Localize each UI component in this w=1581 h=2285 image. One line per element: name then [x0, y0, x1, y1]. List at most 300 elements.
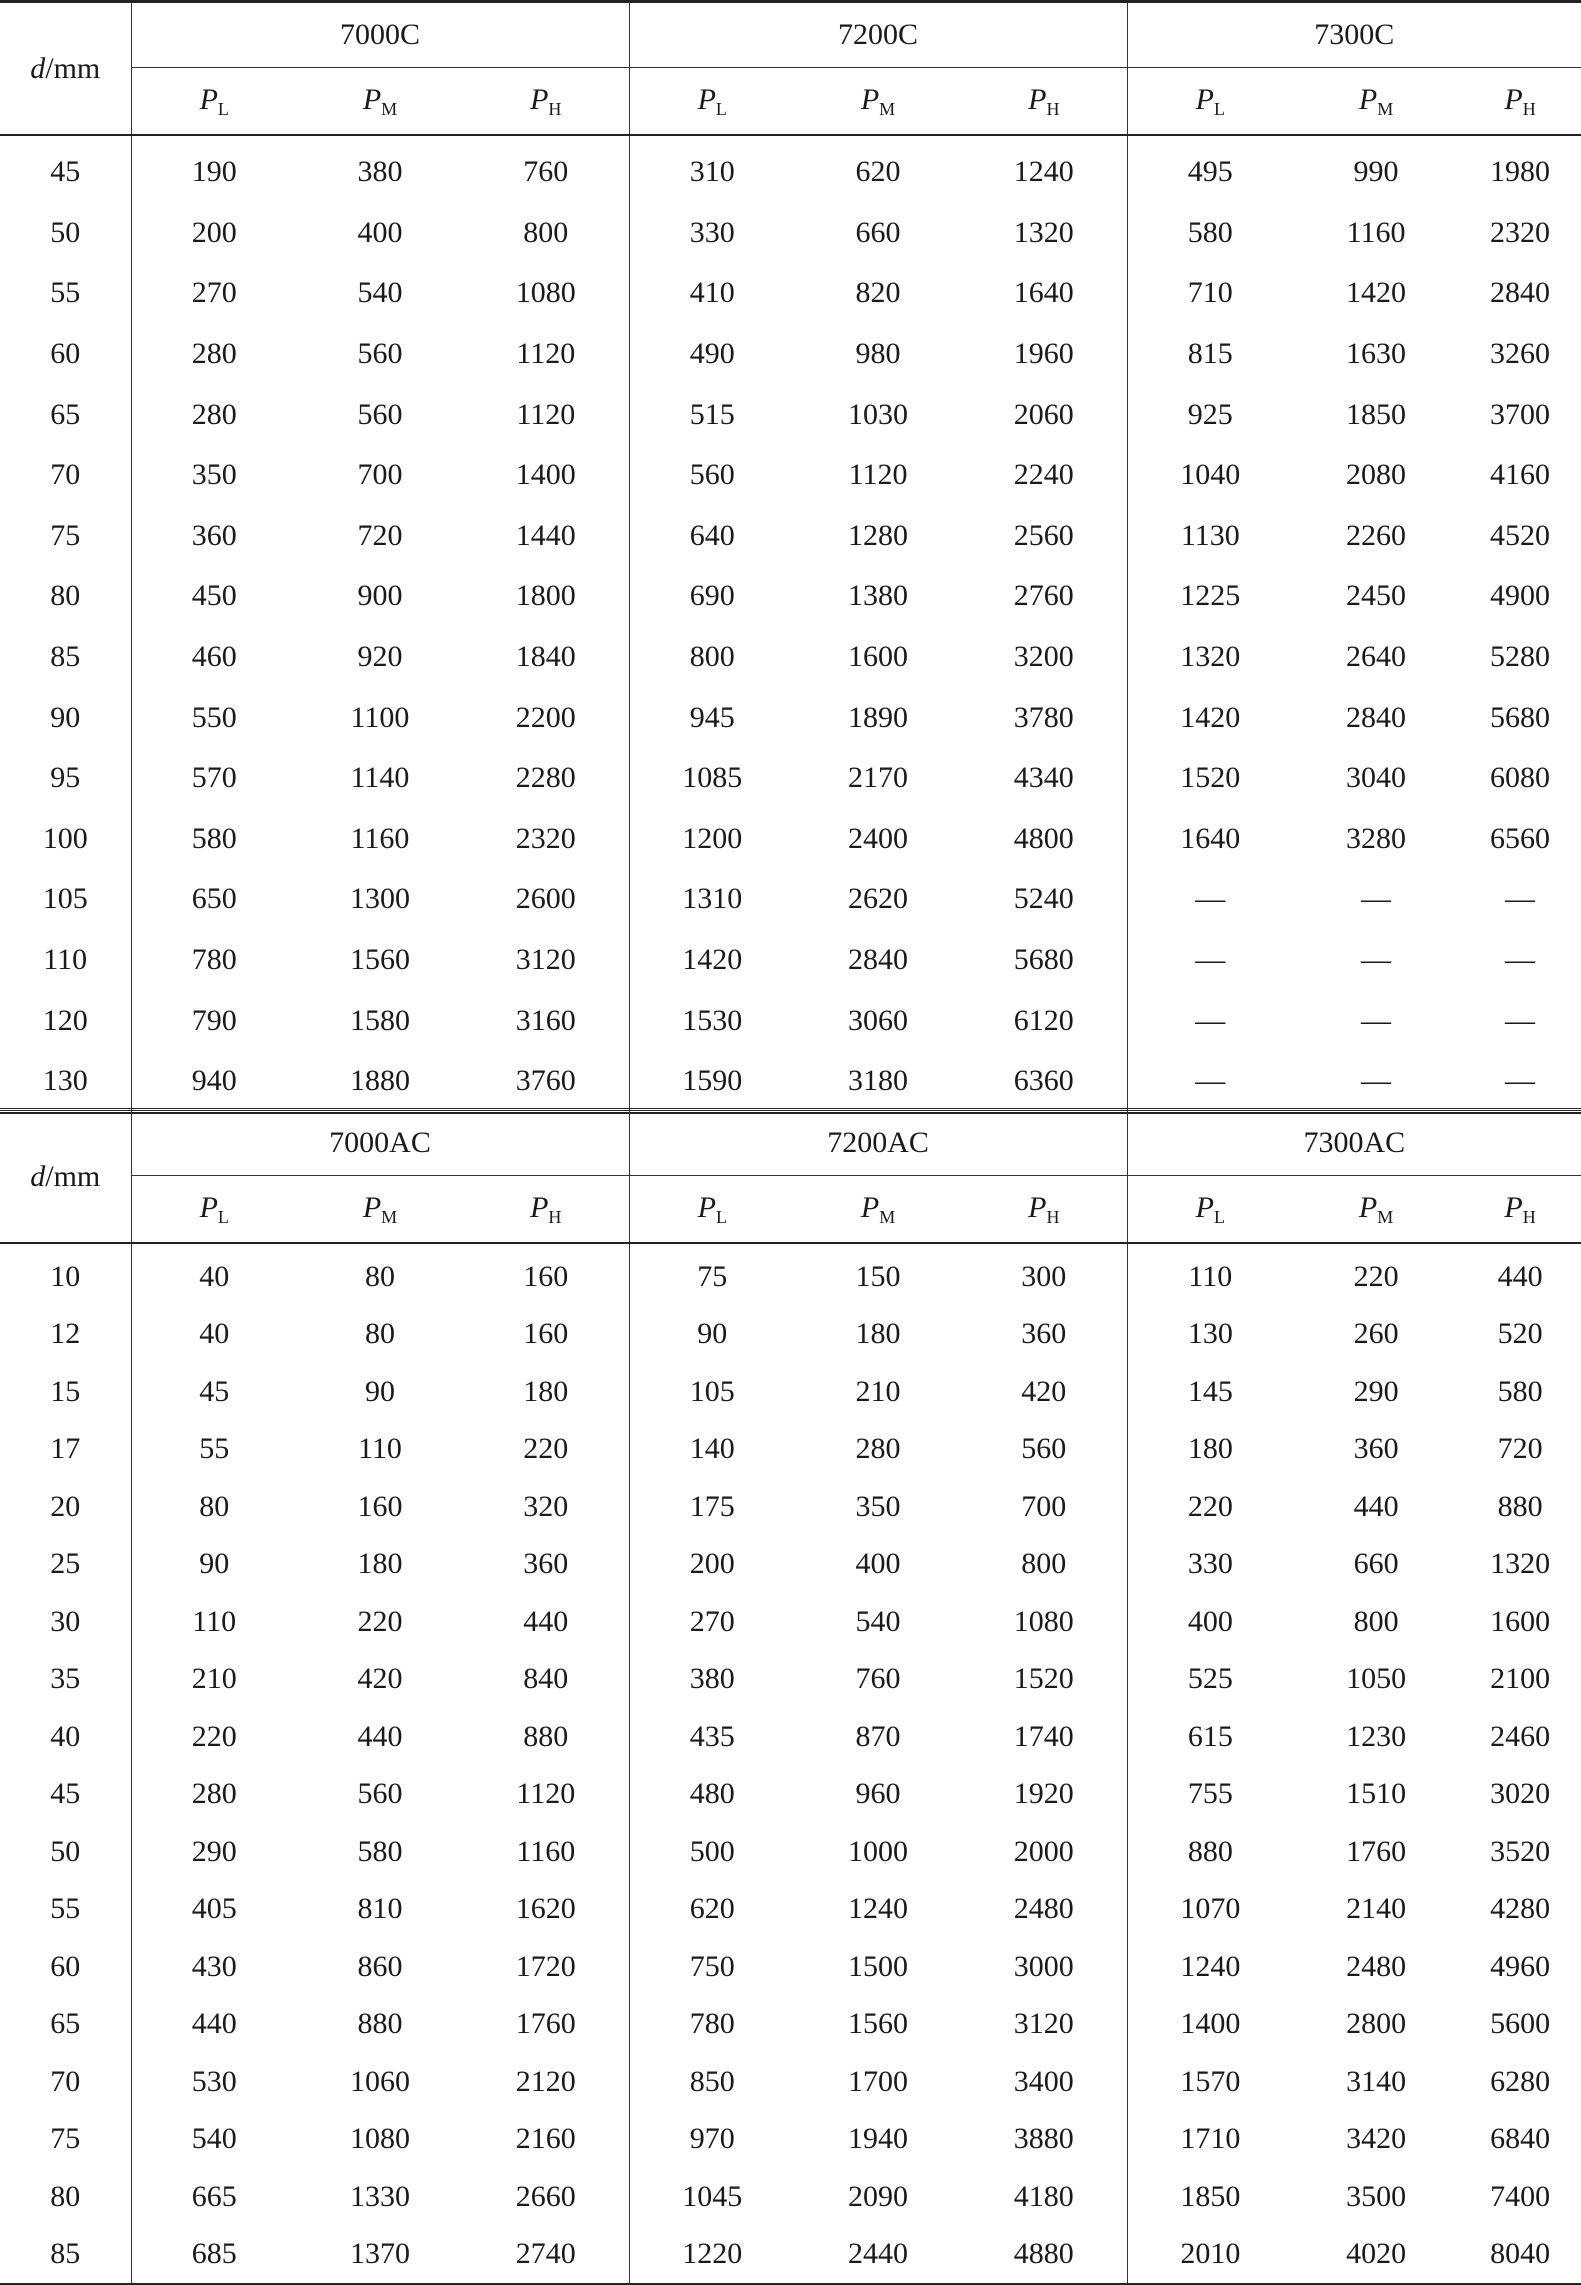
- preload-header-ph: $P_H$: [463, 68, 629, 136]
- table-row: [0, 748, 1581, 809]
- preload-cell: 1570: [1127, 2053, 1293, 2111]
- preload-cell: 435: [629, 1708, 795, 1766]
- table-row: [0, 1306, 1581, 1364]
- table-row: [0, 2226, 1581, 2285]
- preload-cell: 560: [357, 337, 403, 371]
- preload-cell: 200: [629, 1536, 795, 1594]
- diameter-cell: 25: [0, 1536, 131, 1594]
- preload-cell: 1120: [848, 458, 908, 492]
- preload-cell: 660: [1353, 1547, 1399, 1581]
- preload-cell: 2280: [515, 761, 576, 795]
- preload-cell: 3020: [1490, 1777, 1551, 1811]
- preload-cell: 800: [629, 627, 795, 688]
- diameter-cell: 15: [0, 1363, 131, 1421]
- table-row: [0, 990, 1581, 1051]
- preload-cell: 5600: [1490, 2007, 1551, 2041]
- preload-cell: 330: [1127, 1536, 1293, 1594]
- preload-cell: 4900: [1490, 579, 1551, 613]
- diameter-cell: 80: [0, 566, 131, 627]
- preload-cell: 420: [1021, 1374, 1067, 1408]
- table-row: [0, 2111, 1581, 2169]
- preload-header-ph: $P_H$: [961, 68, 1127, 136]
- preload-cell: 1620: [515, 1892, 576, 1926]
- preload-cell: 2740: [463, 2226, 629, 2285]
- preload-cell: 400: [855, 1547, 901, 1581]
- preload-cell: 310: [629, 135, 795, 203]
- preload-cell: 200: [131, 203, 297, 264]
- preload-cell: 690: [629, 566, 795, 627]
- preload-cell: 1380: [848, 579, 909, 613]
- table-row: [0, 1651, 1581, 1709]
- preload-cell: —: [1505, 1003, 1536, 1037]
- preload-cell: 2480: [1346, 1949, 1407, 1983]
- table-row: [0, 869, 1581, 930]
- preload-cell: 5240: [1013, 882, 1074, 916]
- preload-cell: 810: [357, 1892, 403, 1926]
- preload-cell: 4340: [1013, 761, 1074, 795]
- preload-cell: 1640: [1013, 276, 1074, 310]
- preload-cell: 1500: [848, 1949, 909, 1983]
- diameter-cell: 65: [0, 384, 131, 445]
- preload-cell: 1160: [350, 821, 410, 855]
- preload-cell: 350: [131, 445, 297, 506]
- preload-cell: 4180: [1013, 2179, 1074, 2213]
- preload-cell: 1600: [1490, 1604, 1551, 1638]
- preload-cell: 1070: [1127, 1881, 1293, 1939]
- preload-cell: 450: [131, 566, 297, 627]
- preload-cell: 720: [357, 518, 403, 552]
- preload-cell: 490: [629, 324, 795, 385]
- preload-cell: 3880: [1013, 2122, 1074, 2156]
- table-row: [0, 1996, 1581, 2054]
- preload-cell: 410: [629, 263, 795, 324]
- preload-cell: 860: [357, 1949, 403, 1983]
- table-row: [0, 1536, 1581, 1594]
- preload-cell: 175: [629, 1478, 795, 1536]
- preload-cell: 90: [629, 1306, 795, 1364]
- preload-cell: 1400: [515, 458, 576, 492]
- preload-cell: 3120: [1013, 2007, 1074, 2041]
- preload-cell: 3500: [1346, 2179, 1407, 2213]
- preload-cell: 90: [131, 1536, 297, 1594]
- preload-header-pl: $P_L$: [131, 68, 297, 136]
- preload-cell: —: [1361, 882, 1392, 916]
- preload-cell: —: [1505, 882, 1536, 916]
- preload-cell: 1940: [848, 2122, 909, 2156]
- group-header-7300c: 7300C: [1127, 2, 1581, 68]
- preload-cell: 4800: [1013, 821, 1074, 855]
- preload-cell: 880: [357, 2007, 403, 2041]
- preload-cell: 720: [1497, 1432, 1543, 1466]
- preload-cell: 2660: [515, 2179, 576, 2213]
- group-header-7000ac: 7000AC: [131, 1110, 629, 1176]
- preload-cell: 2060: [1013, 397, 1074, 431]
- preload-header-ph: $P_H$: [961, 1176, 1127, 1244]
- preload-header-pm: $P_M$: [1293, 68, 1459, 136]
- preload-cell: 190: [131, 135, 297, 203]
- preload-cell: 1060: [350, 2064, 410, 2098]
- table-row: [0, 203, 1581, 264]
- preload-cell: 1100: [350, 700, 410, 734]
- preload-cell: 6840: [1490, 2122, 1551, 2156]
- preload-cell: 800: [1021, 1547, 1067, 1581]
- preload-cell: —: [1127, 930, 1293, 991]
- table-row: [0, 2053, 1581, 2111]
- preload-cell: 560: [629, 445, 795, 506]
- preload-header-pm: $P_M$: [795, 68, 961, 136]
- preload-cell: 160: [523, 1259, 569, 1293]
- preload-cell: 580: [357, 1834, 403, 1868]
- preload-cell: 780: [131, 930, 297, 991]
- preload-cell: 210: [131, 1651, 297, 1709]
- preload-cell: 2320: [1490, 215, 1551, 249]
- diameter-cell: 55: [0, 263, 131, 324]
- preload-cell: 1530: [629, 990, 795, 1051]
- preload-cell: 2170: [848, 761, 909, 795]
- preload-cell: 700: [357, 458, 403, 492]
- preload-cell: 8040: [1459, 2226, 1581, 2285]
- preload-cell: 290: [1353, 1374, 1399, 1408]
- preload-header-pl: $P_L$: [1127, 1176, 1293, 1244]
- preload-cell: 820: [855, 276, 901, 310]
- table-row: [0, 1051, 1581, 1113]
- preload-cell: 1230: [1346, 1719, 1407, 1753]
- preload-cell: 1440: [515, 518, 576, 552]
- preload-cell: 560: [1021, 1432, 1067, 1466]
- diameter-cell: 75: [0, 506, 131, 567]
- preload-cell: 405: [131, 1881, 297, 1939]
- preload-cell: 130: [1127, 1306, 1293, 1364]
- diameter-cell: 35: [0, 1651, 131, 1709]
- preload-cell: 280: [855, 1432, 901, 1466]
- table-row: [0, 1708, 1581, 1766]
- diameter-header: d/mm: [0, 2, 131, 136]
- table-row: [0, 1363, 1581, 1421]
- preload-cell: 3060: [848, 1003, 909, 1037]
- preload-cell: 1960: [1013, 337, 1074, 371]
- preload-cell: 110: [358, 1432, 402, 1466]
- diameter-cell: 70: [0, 445, 131, 506]
- table-row: [0, 1478, 1581, 1536]
- preload-cell: 960: [855, 1777, 901, 1811]
- preload-cell: 1560: [350, 943, 410, 977]
- preload-cell: 3760: [463, 1051, 629, 1113]
- diameter-cell: 30: [0, 1593, 131, 1651]
- preload-subheader-row: [0, 68, 1581, 136]
- diameter-cell: 90: [0, 687, 131, 748]
- table-row: [0, 135, 1581, 203]
- preload-cell: 1510: [1346, 1777, 1407, 1811]
- preload-cell: 460: [131, 627, 297, 688]
- preload-cell: 580: [1497, 1374, 1543, 1408]
- preload-cell: 1050: [1346, 1662, 1407, 1696]
- preload-cell: 515: [629, 384, 795, 445]
- preload-header-pm: $P_M$: [795, 1176, 961, 1244]
- preload-cell: 755: [1127, 1766, 1293, 1824]
- preload-cell: 660: [855, 215, 901, 249]
- preload-cell: 40: [131, 1243, 297, 1306]
- preload-cell: 520: [1497, 1317, 1543, 1351]
- preload-cell: —: [1127, 869, 1293, 930]
- diameter-cell: 17: [0, 1421, 131, 1479]
- preload-cell: 530: [131, 2053, 297, 2111]
- table-row: [0, 930, 1581, 991]
- preload-cell: 850: [629, 2053, 795, 2111]
- preload-cell: 1225: [1127, 566, 1293, 627]
- preload-cell: 2440: [795, 2226, 961, 2285]
- preload-cell: 220: [523, 1432, 569, 1466]
- preload-cell: 540: [357, 276, 403, 310]
- preload-cell: 4880: [961, 2226, 1127, 2285]
- preload-cell: 640: [629, 506, 795, 567]
- preload-subheader-row: [0, 1176, 1581, 1244]
- table-row: [0, 809, 1581, 870]
- preload-header-ph: $P_H$: [463, 1176, 629, 1244]
- preload-cell: 105: [629, 1363, 795, 1421]
- preload-cell: 500: [629, 1823, 795, 1881]
- preload-cell: 3000: [1013, 1949, 1074, 1983]
- preload-cell: 1580: [350, 1003, 410, 1037]
- diameter-cell: 60: [0, 1938, 131, 1996]
- group-header-7200c: 7200C: [629, 2, 1127, 68]
- preload-cell: 380: [357, 155, 403, 189]
- preload-cell: —: [1127, 990, 1293, 1051]
- preload-cell: 3140: [1346, 2064, 1407, 2098]
- preload-cell: 80: [131, 1478, 297, 1536]
- preload-cell: 420: [357, 1662, 403, 1696]
- preload-cell: 870: [855, 1719, 901, 1753]
- preload-cell: 1320: [1490, 1547, 1551, 1581]
- preload-cell: 2240: [1013, 458, 1074, 492]
- preload-cell: 270: [131, 263, 297, 324]
- preload-cell: 945: [629, 687, 795, 748]
- diameter-cell: 50: [0, 1823, 131, 1881]
- preload-cell: 2600: [515, 882, 576, 916]
- preload-cell: 320: [523, 1489, 569, 1523]
- preload-cell: 1160: [1346, 215, 1406, 249]
- preload-header-ph: $P_H$: [1459, 1176, 1581, 1244]
- group-header-7000c: 7000C: [131, 2, 629, 68]
- table-row: [0, 687, 1581, 748]
- preload-cell: 180: [855, 1317, 901, 1351]
- preload-cell: 7400: [1490, 2179, 1551, 2213]
- preload-cell: 665: [131, 2168, 297, 2226]
- preload-cell: 1240: [848, 1892, 909, 1926]
- preload-cell: 2840: [1346, 700, 1407, 734]
- preload-cell: 480: [629, 1766, 795, 1824]
- diameter-cell: 60: [0, 324, 131, 385]
- preload-header-pm: $P_M$: [1293, 1176, 1459, 1244]
- preload-cell: 1120: [516, 337, 576, 371]
- preload-cell: 1320: [1127, 627, 1293, 688]
- preload-cell: 1800: [515, 579, 576, 613]
- preload-cell: 2620: [848, 882, 909, 916]
- preload-cell: 1560: [848, 2007, 909, 2041]
- preload-cell: 1240: [1013, 155, 1074, 189]
- table-row: [0, 1243, 1581, 1306]
- preload-cell: 5280: [1490, 640, 1551, 674]
- preload-cell: —: [1361, 943, 1392, 977]
- preload-header-pm: $P_M$: [297, 1176, 463, 1244]
- preload-cell: 540: [855, 1604, 901, 1638]
- preload-cell: 2100: [1490, 1662, 1551, 1696]
- preload-cell: 540: [131, 2111, 297, 2169]
- preload-cell: 1310: [629, 869, 795, 930]
- table-row: [0, 263, 1581, 324]
- preload-cell: 840: [523, 1662, 569, 1696]
- table-row: [0, 1938, 1581, 1996]
- preload-cell: 75: [629, 1243, 795, 1306]
- preload-cell: 210: [855, 1374, 901, 1408]
- preload-cell: 1640: [1127, 809, 1293, 870]
- preload-cell: 280: [131, 1766, 297, 1824]
- table-row: [0, 627, 1581, 688]
- preload-cell: 790: [131, 990, 297, 1051]
- preload-cell: 880: [1497, 1489, 1543, 1523]
- preload-cell: 1520: [1013, 1662, 1074, 1696]
- diameter-cell: 50: [0, 203, 131, 264]
- preload-cell: 685: [131, 2226, 297, 2285]
- preload-cell: 3260: [1490, 337, 1551, 371]
- preload-cell: 710: [1127, 263, 1293, 324]
- preload-cell: 2080: [1346, 458, 1407, 492]
- preload-cell: 1220: [629, 2226, 795, 2285]
- preload-cell: 220: [357, 1604, 403, 1638]
- preload-cell: 270: [629, 1593, 795, 1651]
- preload-cell: 880: [523, 1719, 569, 1753]
- diameter-cell: 20: [0, 1478, 131, 1536]
- preload-cell: 3180: [795, 1051, 961, 1113]
- preload-cell: 150: [855, 1259, 901, 1293]
- preload-cell: 620: [629, 1881, 795, 1939]
- preload-cell: 1710: [1127, 2111, 1293, 2169]
- preload-cell: 360: [1021, 1317, 1067, 1351]
- table-row: [0, 1421, 1581, 1479]
- preload-cell: 220: [131, 1708, 297, 1766]
- preload-cell: 6560: [1490, 821, 1551, 855]
- diameter-cell: 75: [0, 2111, 131, 2169]
- diameter-cell: 95: [0, 748, 131, 809]
- preload-cell: 3780: [1013, 700, 1074, 734]
- preload-cell: 2120: [515, 2064, 576, 2098]
- table-row: [0, 566, 1581, 627]
- preload-cell: 2480: [1013, 1892, 1074, 1926]
- preload-cell: 1890: [848, 700, 909, 734]
- diameter-cell: 130: [0, 1051, 131, 1113]
- preload-cell: 1590: [629, 1051, 795, 1113]
- table-row: [0, 1766, 1581, 1824]
- table-row: [0, 384, 1581, 445]
- preload-cell: 2840: [848, 943, 909, 977]
- diameter-cell: 10: [0, 1243, 131, 1306]
- preload-cell: 430: [131, 1938, 297, 1996]
- preload-cell: 110: [1127, 1243, 1293, 1306]
- preload-cell: 900: [357, 579, 403, 613]
- preload-cell: 3520: [1490, 1834, 1551, 1868]
- preload-cell: 1160: [516, 1834, 576, 1868]
- preload-cell: 750: [629, 1938, 795, 1996]
- preload-cell: 2010: [1127, 2226, 1293, 2285]
- preload-cell: —: [1505, 943, 1536, 977]
- preload-cell: 3700: [1490, 397, 1551, 431]
- table-row: [0, 506, 1581, 567]
- preload-cell: 1720: [515, 1949, 576, 1983]
- table-series-ac: [0, 1108, 1581, 2285]
- preload-cell: 300: [1021, 1259, 1067, 1293]
- preload-cell: 2760: [1013, 579, 1074, 613]
- preload-cell: 110: [131, 1593, 297, 1651]
- table-row: [0, 1881, 1581, 1939]
- preload-cell: 220: [1353, 1259, 1399, 1293]
- preload-cell: 920: [357, 640, 403, 674]
- preload-header-pl: $P_L$: [131, 1176, 297, 1244]
- preload-cell: 3400: [1013, 2064, 1074, 2098]
- preload-cell: 580: [131, 809, 297, 870]
- diameter-cell: 45: [0, 135, 131, 203]
- preload-cell: 2560: [1013, 518, 1074, 552]
- preload-cell: 525: [1127, 1651, 1293, 1709]
- preload-cell: 1840: [515, 640, 576, 674]
- preload-cell: 980: [855, 337, 901, 371]
- preload-cell: 6080: [1490, 761, 1551, 795]
- diameter-cell: 45: [0, 1766, 131, 1824]
- preload-cell: 440: [1353, 1489, 1399, 1523]
- table-row: [0, 1593, 1581, 1651]
- preload-cell: 4520: [1490, 518, 1551, 552]
- preload-cell: 260: [1353, 1317, 1399, 1351]
- preload-cell: 3420: [1346, 2122, 1407, 2156]
- preload-cell: 360: [523, 1547, 569, 1581]
- preload-cell: 2160: [515, 2122, 576, 2156]
- table-body: [0, 1243, 1581, 2284]
- preload-cell: 1200: [629, 809, 795, 870]
- preload-cell: 1280: [848, 518, 909, 552]
- preload-cell: 2800: [1346, 2007, 1407, 2041]
- preload-cell: 400: [357, 215, 403, 249]
- preload-cell: 1420: [1127, 687, 1293, 748]
- preload-cell: 1420: [1346, 276, 1407, 310]
- preload-cell: 1600: [848, 640, 909, 674]
- preload-cell: —: [1459, 1051, 1581, 1113]
- preload-cell: 650: [131, 869, 297, 930]
- preload-cell: 2450: [1346, 579, 1407, 613]
- preload-cell: 440: [131, 1996, 297, 2054]
- preload-cell: 350: [855, 1489, 901, 1523]
- diameter-cell: 40: [0, 1708, 131, 1766]
- preload-cell: 330: [629, 203, 795, 264]
- preload-cell: 1760: [515, 2007, 576, 2041]
- preload-cell: 940: [131, 1051, 297, 1113]
- preload-cell: 495: [1127, 135, 1293, 203]
- preload-header-pl: $P_L$: [629, 68, 795, 136]
- preload-cell: 5680: [1013, 943, 1074, 977]
- diameter-cell: 100: [0, 809, 131, 870]
- preload-cell: 1330: [350, 2179, 410, 2213]
- preload-cell: 990: [1353, 155, 1399, 189]
- preload-cell: 180: [357, 1547, 403, 1581]
- preload-cell: 800: [1353, 1604, 1399, 1638]
- preload-cell: 760: [855, 1662, 901, 1696]
- preload-cell: 160: [357, 1489, 403, 1523]
- diameter-cell: 55: [0, 1881, 131, 1939]
- diameter-cell: 80: [0, 2168, 131, 2226]
- preload-cell: 160: [523, 1317, 569, 1351]
- preload-cell: 1760: [1346, 1834, 1407, 1868]
- preload-cell: 3120: [515, 943, 576, 977]
- preload-cell: 1080: [515, 276, 576, 310]
- preload-cell: 700: [1021, 1489, 1067, 1523]
- table-row: [0, 324, 1581, 385]
